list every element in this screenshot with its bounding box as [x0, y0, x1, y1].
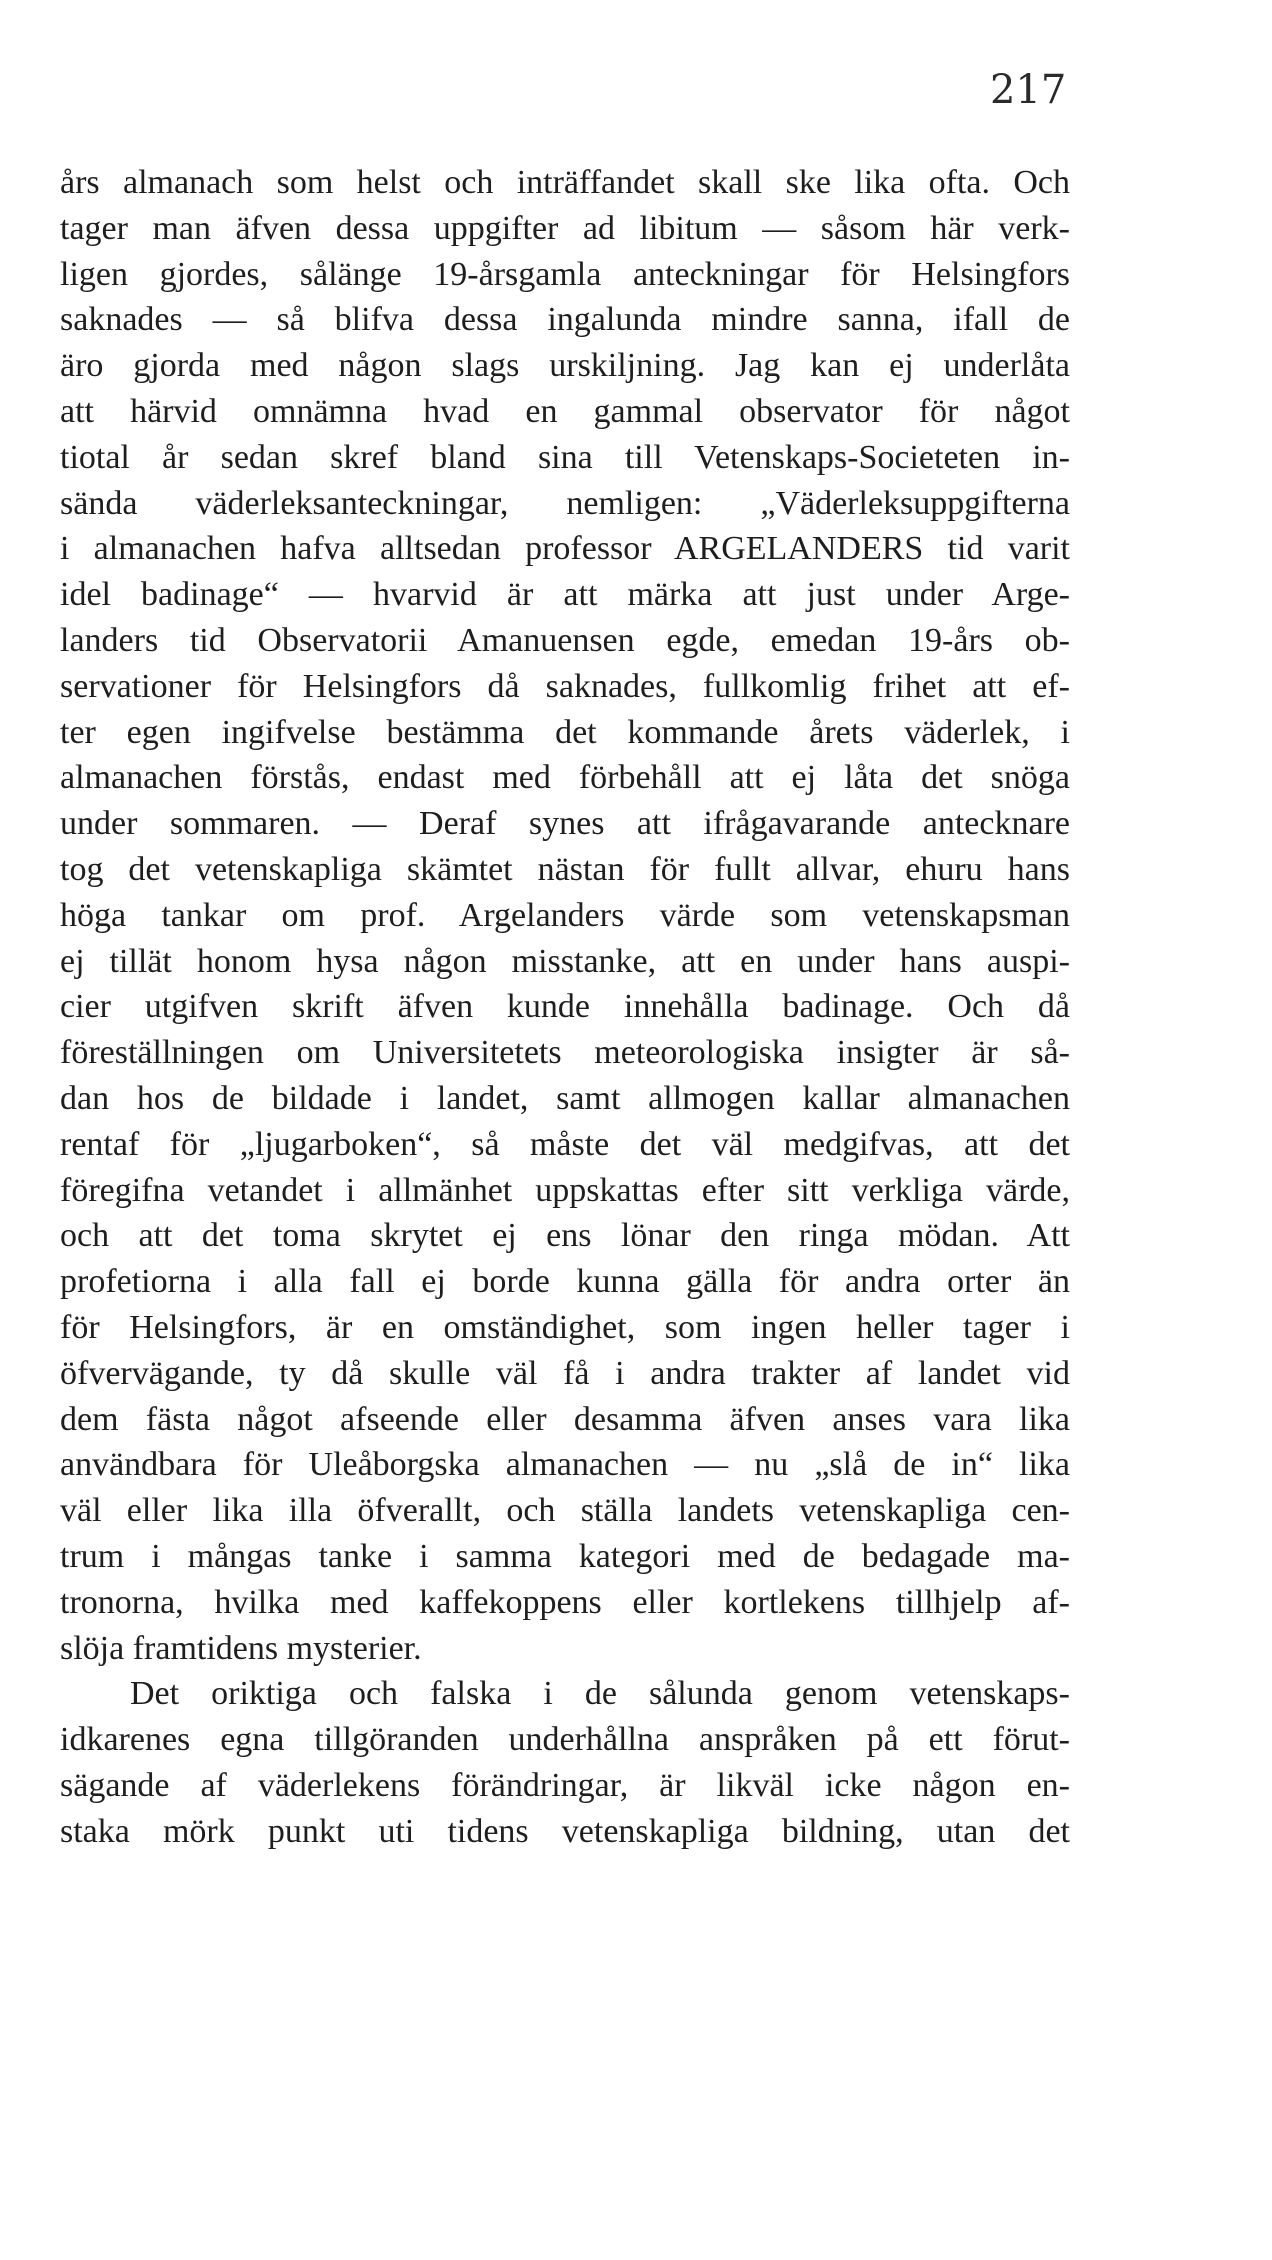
- text-line: tager man äfven dessa uppgifter ad libitum — såsom här verk-: [60, 209, 1070, 247]
- text-line: föregifna vetandet i allmänhet uppskattas efter sitt verkliga värde,: [60, 1171, 1070, 1209]
- body-text: [60, 160, 1070, 1854]
- paragraph-end-line: slöja framtidens mysterier.: [60, 1629, 422, 1667]
- text-line: tog det vetenskapliga skämtet nästan för fullt allvar, ehuru hans: [60, 850, 1070, 888]
- text-line: staka mörk punkt uti tidens vetenskapliga bildning, utan det: [60, 1812, 1070, 1850]
- text-line: ligen gjordes, sålänge 19-årsgamla anteckningar för Helsingfors: [60, 255, 1070, 293]
- text-line: saknades — så blifva dessa ingalunda mindre sanna, ifall de: [60, 301, 1070, 339]
- text-line: att härvid omnämna hvad en gammal observator för något: [60, 392, 1070, 430]
- text-line: tronorna, hvilka med kaffekoppens eller kortlekens tillhjelp af-: [60, 1583, 1070, 1621]
- text-line: i almanachen hafva alltsedan professor ARGELANDERS tid varit: [60, 530, 1070, 568]
- text-line: dem fästa något afseende eller desamma äfven anses vara lika: [60, 1400, 1070, 1438]
- text-line: dan hos de bildade i landet, samt allmogen kallar almanachen: [60, 1079, 1070, 1117]
- text-line: och att det toma skrytet ej ens lönar den ringa mödan. Att: [60, 1217, 1070, 1255]
- text-line: idkarenes egna tillgöranden underhållna anspråken på ett förut-: [60, 1721, 1070, 1759]
- text-line: års almanach som helst och inträffandet skall ske lika ofta. Och: [60, 164, 1070, 201]
- text-line: landers tid Observatorii Amanuensen egde, emedan 19-års ob-: [60, 621, 1070, 659]
- text-line: äro gjorda med någon slags urskiljning. Jag kan ej underlåta: [60, 347, 1070, 385]
- text-line: ter egen ingifvelse bestämma det kommande årets väderlek, i: [60, 713, 1070, 751]
- text-line: cier utgifven skrift äfven kunde innehålla badinage. Och då: [60, 988, 1070, 1026]
- text-line: trum i mångas tanke i samma kategori med de bedagade ma-: [60, 1537, 1070, 1575]
- text-line: öfvervägande, ty då skulle väl få i andra trakter af landet vid: [60, 1354, 1070, 1392]
- text-line: användbara för Uleåborgska almanachen — nu „slå de in“ lika: [60, 1446, 1070, 1484]
- text-line: servationer för Helsingfors då saknades, fullkomlig frihet att ef-: [60, 667, 1070, 705]
- text-line: almanachen förstås, endast med förbehåll att ej låta det snöga: [60, 759, 1070, 797]
- text-line: profetiorna i alla fall ej borde kunna gälla för andra orter än: [60, 1263, 1070, 1301]
- text-line: under sommaren. — Deraf synes att ifrågavarande antecknare: [60, 805, 1070, 843]
- text-line: rentaf för „ljugarboken“, så måste det väl medgifvas, att det: [60, 1125, 1070, 1163]
- text-line: för Helsingfors, är en omständighet, som ingen heller tager i: [60, 1308, 1070, 1346]
- text-line: sända väderleksanteckningar, nemligen: „Väderleksuppgifterna: [60, 484, 1070, 522]
- text-line: höga tankar om prof. Argelanders värde som vetenskapsman: [60, 896, 1070, 934]
- text-line: sägande af väderlekens förändringar, är likväl icke någon en-: [60, 1766, 1070, 1804]
- paragraph-start-line: Det oriktiga och falska i de sålunda genom vetenskaps-: [130, 1675, 1070, 1713]
- page-number: 217: [990, 67, 1067, 113]
- text-line: föreställningen om Universitetets meteorologiska insigter är så-: [60, 1034, 1070, 1072]
- text-line: väl eller lika illa öfverallt, och ställa landets vetenskapliga cen-: [60, 1492, 1070, 1530]
- text-line: ej tillät honom hysa någon misstanke, att en under hans auspi-: [60, 942, 1070, 980]
- text-line: tiotal år sedan skref bland sina till Vetenskaps-Societeten in-: [60, 438, 1070, 476]
- text-line: idel badinage“ — hvarvid är att märka att just under Arge-: [60, 576, 1070, 614]
